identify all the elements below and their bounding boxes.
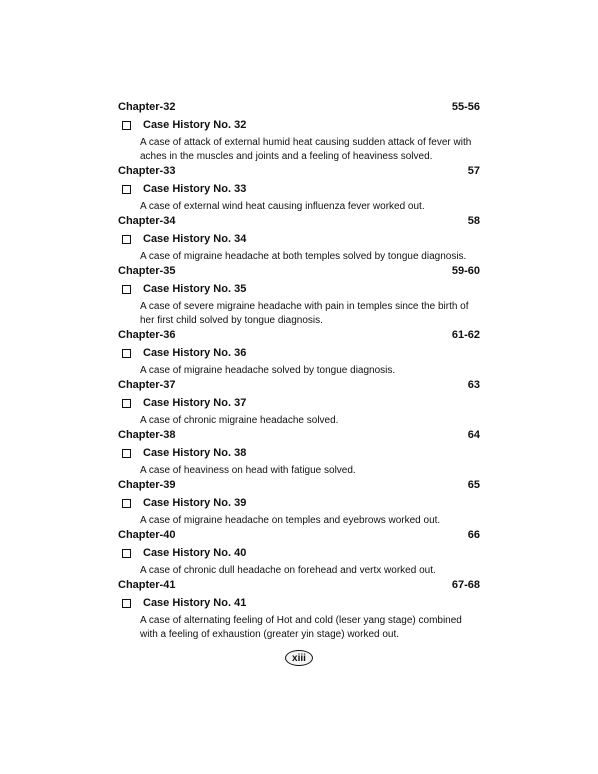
case-heading (118, 118, 480, 132)
chapter-pages: 64 (467, 429, 480, 441)
case-title: Case History No. 37 (143, 397, 247, 409)
chapter-pages: 65 (467, 479, 480, 491)
toc-entry (118, 214, 480, 264)
case-heading (118, 232, 480, 246)
chapter-pages: 58 (467, 215, 480, 227)
chapter-heading (118, 328, 480, 342)
chapter-heading (118, 578, 480, 592)
case-title: Case History No. 40 (143, 547, 247, 559)
case-title: Case History No. 39 (143, 497, 247, 509)
checkbox-bullet-icon (122, 185, 131, 194)
checkbox-bullet-icon (122, 121, 131, 130)
chapter-pages: 59-60 (451, 265, 480, 277)
chapter-title: Chapter-36 (118, 329, 176, 341)
chapter-pages: 63 (467, 379, 480, 391)
case-description: A case of migraine headache at both temples solved by tongue diagnosis. (140, 251, 467, 262)
case-description: A case of heaviness on head with fatigue solved. (140, 465, 356, 476)
chapter-heading (118, 478, 480, 492)
checkbox-bullet-icon (122, 235, 131, 244)
case-heading (118, 182, 480, 196)
case-description: A case of severe migraine headache with pain in temples since the birth of her first child solved by tongue diagnosis. (140, 301, 469, 326)
chapter-title: Chapter-37 (118, 379, 176, 391)
case-heading (118, 346, 480, 360)
toc-entry (118, 478, 480, 528)
checkbox-bullet-icon (122, 499, 131, 508)
page-number-badge (285, 650, 313, 666)
page-number: xiii (292, 652, 306, 664)
chapter-pages: 57 (467, 165, 480, 177)
checkbox-bullet-icon (122, 599, 131, 608)
chapter-title: Chapter-32 (118, 101, 176, 113)
chapter-title: Chapter-41 (118, 579, 176, 591)
case-heading (118, 446, 480, 460)
chapter-heading (118, 164, 480, 178)
case-description: A case of migraine headache solved by tongue diagnosis. (140, 365, 396, 376)
case-heading (118, 546, 480, 560)
toc-entry (118, 528, 480, 578)
chapter-title: Chapter-34 (118, 215, 176, 227)
checkbox-bullet-icon (122, 449, 131, 458)
chapter-heading (118, 528, 480, 542)
case-description: A case of migraine headache on temples and eyebrows worked out. (140, 515, 441, 526)
chapter-heading (118, 378, 480, 392)
toc-entry (118, 164, 480, 214)
chapter-heading (118, 264, 480, 278)
case-heading (118, 596, 480, 610)
case-title: Case History No. 35 (143, 283, 247, 295)
case-title: Case History No. 34 (143, 233, 247, 245)
case-description: A case of alternating feeling of Hot and cold (leser yang stage) combined with a feeling of exhaustion (greater yin stage) worked out. (140, 615, 462, 640)
chapter-pages: 55-56 (451, 101, 480, 113)
case-description: A case of attack of external humid heat causing sudden attack of fever with aches in the muscles and joints and a feeling of heaviness solved. (140, 137, 472, 162)
checkbox-bullet-icon (122, 349, 131, 358)
checkbox-bullet-icon (122, 549, 131, 558)
checkbox-bullet-icon (122, 399, 131, 408)
chapter-title: Chapter-33 (118, 165, 176, 177)
toc-entry (118, 378, 480, 428)
chapter-pages: 66 (467, 529, 480, 541)
case-title: Case History No. 36 (143, 347, 247, 359)
checkbox-bullet-icon (122, 285, 131, 294)
case-title: Case History No. 38 (143, 447, 247, 459)
toc-entry (118, 578, 480, 642)
case-title: Case History No. 41 (143, 597, 247, 609)
case-title: Case History No. 32 (143, 119, 247, 131)
toc-entry (118, 328, 480, 378)
chapter-heading (118, 100, 480, 114)
chapter-title: Chapter-39 (118, 479, 176, 491)
case-heading (118, 496, 480, 510)
toc-entry (118, 264, 480, 328)
chapter-title: Chapter-40 (118, 529, 176, 541)
chapter-pages: 61-62 (451, 329, 480, 341)
toc-entry (118, 100, 480, 164)
case-heading (118, 282, 480, 296)
case-description: A case of chronic migraine headache solved. (140, 415, 339, 426)
case-description: A case of external wind heat causing influenza fever worked out. (140, 201, 425, 212)
case-title: Case History No. 33 (143, 183, 247, 195)
toc-entry (118, 428, 480, 478)
chapter-heading (118, 214, 480, 228)
case-description: A case of chronic dull headache on forehead and vertx worked out. (140, 565, 436, 576)
table-of-contents (118, 100, 480, 642)
chapter-title: Chapter-38 (118, 429, 176, 441)
chapter-pages: 67-68 (451, 579, 480, 591)
chapter-title: Chapter-35 (118, 265, 176, 277)
chapter-heading (118, 428, 480, 442)
case-heading (118, 396, 480, 410)
